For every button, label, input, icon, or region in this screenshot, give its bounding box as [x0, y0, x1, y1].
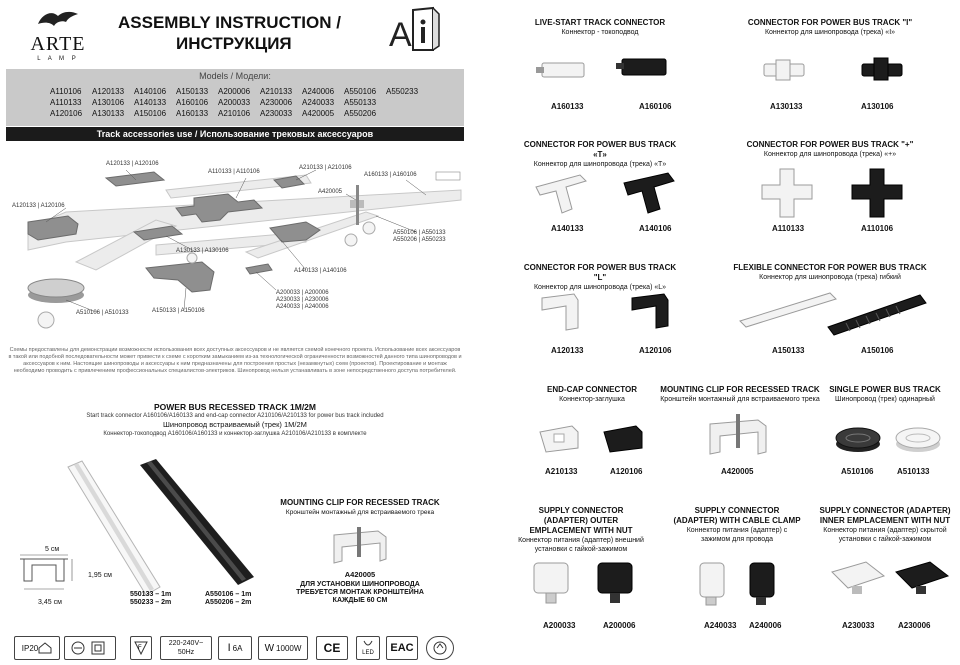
recessed-track-section	[40, 402, 430, 438]
model-code: A550233	[386, 87, 419, 96]
led-label: LED	[362, 649, 374, 656]
models-row	[50, 108, 430, 119]
product-plus-connector	[740, 140, 920, 159]
black-track-code: A550106 – 1m	[205, 591, 252, 598]
diagram-label: A140133 | A140106	[294, 268, 347, 274]
model-code: A140106	[134, 87, 167, 96]
product-code: A420005	[721, 467, 754, 476]
model-code: A120133	[92, 87, 125, 96]
white-track-code: 550133 – 1m	[130, 591, 172, 598]
clip-note-line: ТРЕБУЕТСЯ МОНТАЖ КРОНШТЕЙНА	[296, 589, 424, 596]
section-banner: Track accessories use / Использование трековых аксессуаров	[6, 127, 464, 141]
recessed-sub-en: Start track connector A160106/A160133 and end-cap connector A210106/A210133 for power bus track included	[86, 413, 384, 419]
t-connector-images	[532, 165, 682, 223]
model-code: A420005	[302, 109, 335, 118]
product-flex-connector	[730, 263, 930, 282]
product-sub: Коннектор для шинопровода (трека) «T»	[533, 161, 667, 168]
product-live-start	[520, 18, 680, 37]
end-cap-images	[536, 418, 656, 458]
product-mounting-clip	[655, 385, 825, 404]
product-sub: Коннектор для шинопровода (трека) «L»	[533, 284, 667, 291]
protection-class-icon	[64, 636, 116, 660]
product-code: A150106	[861, 346, 894, 355]
white-track-code: 550233 – 2m	[130, 599, 172, 606]
ce-mark-icon: CE	[316, 636, 348, 660]
adapter-outer-images	[530, 555, 656, 611]
model-code: A120106	[50, 109, 83, 118]
model-code: A130106	[92, 98, 125, 107]
model-code: A140133	[134, 98, 167, 107]
mounting-clip-image	[330, 527, 390, 567]
model-code: A160106	[176, 98, 209, 107]
diagram-label: A550106 | A550133	[393, 230, 446, 236]
product-i-connector	[740, 18, 920, 37]
mounting-clip-image-right	[706, 414, 772, 458]
live-start-connector-images	[530, 45, 680, 95]
product-sub: Шинопровод (трек) одинарный	[835, 396, 935, 403]
current-spec: I 6A	[218, 636, 252, 660]
white-track-codes	[130, 591, 171, 607]
diagram-label: A120133 | A120106	[106, 161, 159, 167]
product-single-track	[815, 385, 955, 404]
product-code: A130106	[861, 102, 894, 111]
product-sub: Коннектор для шинопровода (трека) «I»	[764, 29, 896, 36]
product-title: SINGLE POWER BUS TRACK	[829, 385, 941, 394]
recessed-title-ru: Шинопровод встраиваемый (трек) 1М/2М	[163, 420, 307, 429]
product-code: A240033	[704, 621, 737, 630]
product-code: A130133	[770, 102, 803, 111]
product-title: END-CAP CONNECTOR	[547, 385, 637, 394]
voltage-spec: 220-240V~ 50Hz	[160, 636, 212, 660]
diagram-label: A240033 | A240006	[276, 304, 329, 310]
clip-left-title: MOUNTING CLIP FOR RECESSED TRACK	[280, 498, 440, 507]
model-code: A150106	[134, 109, 167, 118]
product-sub: Коннектор питания (адаптер) внешний установки с гайкой-зажимом	[518, 537, 644, 553]
model-code: A210106	[218, 109, 251, 118]
model-code: A550106	[344, 87, 377, 96]
diagram-label: A150133 | A150106	[152, 308, 205, 314]
model-code: A210133	[260, 87, 293, 96]
model-code: A130133	[92, 109, 125, 118]
clip-left-note	[280, 581, 440, 605]
product-code: A200033	[543, 621, 576, 630]
product-title: SUPPLY CONNECTOR (ADAPTER) OUTER EMPLACEMENT WITH NUT	[529, 506, 633, 535]
flammable-surface-icon	[130, 636, 152, 660]
adapter-clamp-images	[694, 555, 794, 611]
brand-name: ARTE	[30, 33, 86, 55]
product-title: FLEXIBLE CONNECTOR FOR POWER BUS TRACK	[733, 263, 927, 272]
ip-rating: IP20	[21, 643, 39, 653]
model-code: A150133	[176, 87, 209, 96]
product-code: A210133	[545, 467, 578, 476]
diagram-label: A160133 | A160106	[364, 172, 417, 178]
model-code: A240006	[302, 87, 335, 96]
clip-left-code: A420005	[344, 570, 376, 579]
product-adapter-inner	[815, 506, 955, 544]
product-title: LIVE-START TRACK CONNECTOR	[534, 18, 666, 27]
recessed-title: POWER BUS RECESSED TRACK 1M/2M	[154, 402, 316, 412]
product-title: MOUNTING CLIP FOR RECESSED TRACK	[660, 385, 820, 394]
diagram-label: A130133 | A130106	[176, 248, 229, 254]
power-value: 1000W	[276, 643, 302, 653]
diagram-label: A420005	[318, 189, 343, 195]
current-value: 6A	[232, 643, 243, 653]
product-adapter-outer	[518, 506, 644, 554]
l-connector-images	[534, 288, 684, 338]
brand-logo	[28, 6, 88, 62]
models-label: Models / Модели:	[199, 71, 271, 81]
product-adapter-clamp	[672, 506, 802, 544]
black-track-codes	[205, 591, 251, 607]
dim-height: 1,95 см	[88, 572, 112, 579]
product-sub: Коннектор питания (адаптер) с зажимом для провода	[686, 527, 788, 543]
plus-connector-images	[758, 165, 908, 223]
product-title: CONNECTOR FOR POWER BUS TRACK "L"	[523, 263, 677, 282]
product-sub: Кронштейн монтажный для встраиваемого трека	[660, 396, 820, 403]
svg-text:A: A	[389, 16, 412, 52]
diagram-label: A110133 | A110106	[208, 169, 260, 175]
clip-note-line: КАЖДЫЕ 60 СМ	[332, 597, 388, 604]
product-sub: Коннектор для шинопровода (трека) «+»	[763, 151, 897, 158]
models-row	[50, 97, 430, 108]
product-code: A510106	[841, 467, 874, 476]
model-code: A240033	[302, 98, 335, 107]
diagram-label: A120133 | A120106	[12, 203, 65, 209]
product-code: A120106	[639, 346, 672, 355]
product-sub: Коннектор-заглушка	[559, 396, 625, 403]
dim-width: 5 см	[45, 546, 60, 553]
manual-icon	[387, 6, 447, 52]
product-title: SUPPLY CONNECTOR (ADAPTER) WITH CABLE CLAMP	[673, 506, 801, 525]
diagram-label: A230033 | A230006	[276, 297, 329, 303]
model-code: A230033	[260, 109, 293, 118]
recessed-track-image	[10, 455, 280, 610]
disclaimer-text: Схемы предоставлены для демонстрации возможности использования всех доступных аксессуаров и не является схемой конечного проекта. Использование всех аксессуаров в такой или подобной последовательности может привести к схеме с коротким замыканием из-за технологической ограниченности возможностей данного типа шинопроводов и аксессуаров к ним. Настоящие шинопроводы и аксессуары к ним предназначены для построения простых (незамкнутых) схем (проектов). Проектирование и монтаж необходимо проводить с привлечением профессиональных специалистов-электриков. Шинопровод нельзя устанавливать в зоне непосредственного доступа потребителей.	[8, 347, 462, 374]
product-code: A230006	[898, 621, 931, 630]
svg-text:F: F	[138, 645, 142, 651]
title-en: ASSEMBLY INSTRUCTION /	[118, 13, 341, 32]
model-code: A110133	[50, 98, 82, 107]
ip20-icon	[14, 636, 60, 660]
diagram-label: A510106 | A510133	[76, 310, 129, 316]
product-code: A140106	[639, 224, 672, 233]
models-grid	[50, 86, 430, 119]
page-title	[118, 12, 378, 54]
product-code: A140133	[551, 224, 584, 233]
black-track-code: A550206 – 2m	[205, 599, 252, 606]
diagram-label: A200033 | A200006	[276, 290, 329, 296]
model-code: A550206	[344, 109, 377, 118]
product-code: A160106	[639, 102, 672, 111]
single-track-images	[830, 416, 948, 460]
product-code: A510133	[897, 467, 930, 476]
clip-left-section	[270, 498, 450, 517]
product-code: A110133	[772, 224, 805, 233]
product-code: A240006	[749, 621, 782, 630]
model-code: A200033	[218, 98, 251, 107]
clip-note-line: ДЛЯ УСТАНОВКИ ШИНОПРОВОДА	[300, 581, 420, 588]
diagram-label: A210133 | A210106	[299, 165, 352, 171]
i-connector-images	[754, 50, 914, 92]
product-code: A120133	[551, 346, 584, 355]
model-code: A160133	[176, 109, 209, 118]
brand-subtitle: L A M P	[37, 56, 79, 62]
clip-left-sub: Кронштейн монтажный для встраиваемого трека	[285, 509, 435, 516]
griffin-icon	[28, 6, 88, 28]
product-sub: Коннектор - токоподвод	[561, 29, 639, 36]
model-code: A110106	[50, 87, 82, 96]
model-code: A550133	[344, 98, 377, 107]
product-code: A120106	[610, 467, 643, 476]
product-end-cap	[520, 385, 664, 404]
dim-base: 3,45 см	[38, 599, 62, 606]
model-code: A200006	[218, 87, 251, 96]
led-icon	[356, 636, 380, 660]
title-ru: ИНСТРУКЦИЯ	[176, 34, 292, 53]
recycle-icon	[426, 636, 454, 660]
product-title: SUPPLY CONNECTOR (ADAPTER) INNER EMPLACEMENT WITH NUT	[819, 506, 951, 525]
product-title: CONNECTOR FOR POWER BUS TRACK "+"	[746, 140, 914, 149]
product-sub: Коннектор питания (адаптер) скрытой установки с гайкой-зажимом	[823, 527, 947, 543]
models-row	[50, 86, 430, 97]
product-code: A230033	[842, 621, 875, 630]
product-title: CONNECTOR FOR POWER BUS TRACK «T»	[523, 140, 677, 159]
adapter-inner-images	[826, 556, 954, 610]
flex-connector-images	[736, 285, 928, 337]
model-code: A230006	[260, 98, 293, 107]
power-spec: W 1000W	[258, 636, 308, 660]
product-sub: Коннектор для шинопровода (трека) гибкий	[759, 274, 901, 281]
product-code: A160133	[551, 102, 584, 111]
product-title: CONNECTOR FOR POWER BUS TRACK "I"	[747, 18, 913, 27]
recessed-sub-ru: Коннектор-токоподвод A160106/A160133 и коннектор-заглушка A210106/A210133 в комплекте	[103, 431, 367, 437]
eac-mark-icon: EAC	[386, 636, 418, 660]
product-code: A150133	[772, 346, 805, 355]
diagram-label: A550206 | A550233	[393, 237, 446, 243]
product-code: A200006	[603, 621, 636, 630]
product-code: A110106	[861, 224, 894, 233]
